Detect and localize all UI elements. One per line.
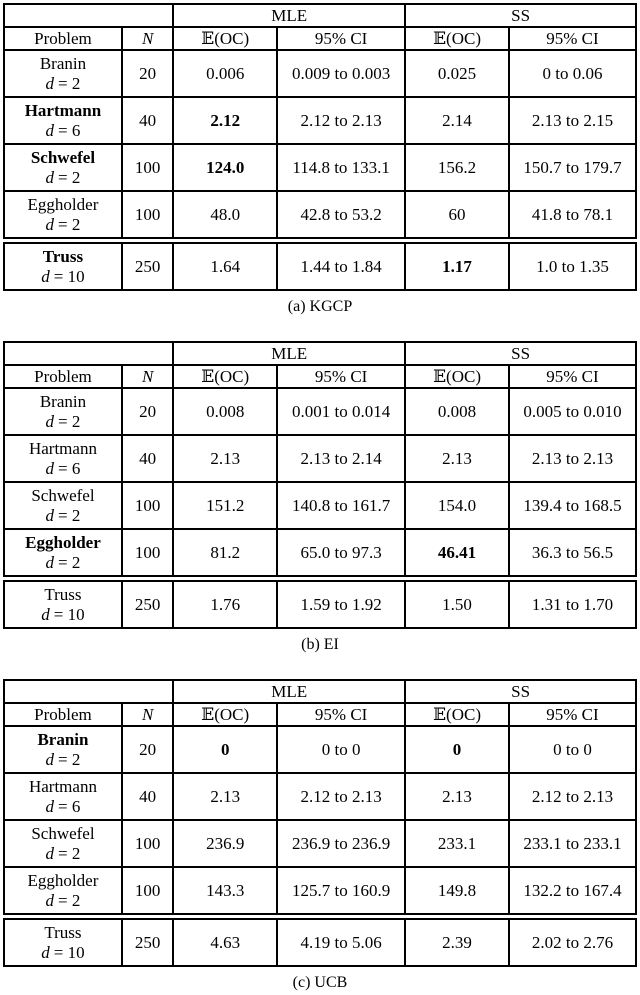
n-value: 100: [122, 529, 173, 579]
problem-name: Branin: [39, 54, 87, 73]
ss-ci-value: 2.13 to 2.13: [509, 435, 636, 482]
problem-cell: [4, 529, 122, 579]
mle-eoc-value: 2.12: [173, 97, 277, 144]
problem-cell: [4, 482, 122, 529]
col-header-ss-eoc: 𝔼(OC): [405, 703, 509, 726]
column-header-row: [4, 27, 636, 50]
ss-eoc-value: 156.2: [405, 144, 509, 191]
problem-dimension: d = 6: [45, 459, 81, 478]
ss-ci-value: 233.1 to 233.1: [509, 820, 636, 867]
mle-ci-value: 114.8 to 133.1: [277, 144, 405, 191]
n-value: 40: [122, 97, 173, 144]
mle-ci-value: 236.9 to 236.9: [277, 820, 405, 867]
col-header-n: N: [122, 365, 173, 388]
mle-ci-value: 42.8 to 53.2: [277, 191, 405, 241]
ss-eoc-value: 60: [405, 191, 509, 241]
mle-eoc-value: 151.2: [173, 482, 277, 529]
problem-cell: [4, 579, 122, 629]
col-header-ss-eoc: 𝔼(OC): [405, 365, 509, 388]
ss-eoc-value: 46.41: [405, 529, 509, 579]
n-value: 100: [122, 867, 173, 917]
problem-dimension: d = 2: [45, 844, 81, 863]
ss-ci-value: 0 to 0.06: [509, 50, 636, 97]
ss-ci-value: 132.2 to 167.4: [509, 867, 636, 917]
problem-dimension: d = 2: [45, 74, 81, 93]
mle-eoc-value: 1.76: [173, 579, 277, 629]
mle-ci-value: 0.009 to 0.003: [277, 50, 405, 97]
table-row: [4, 191, 636, 241]
problem-dimension: d = 2: [45, 506, 81, 525]
table-row: [4, 820, 636, 867]
problem-name: Eggholder: [27, 195, 99, 214]
results-table-ei: [3, 341, 637, 629]
col-group-mle: MLE: [173, 680, 405, 703]
corner-cell: [4, 680, 173, 703]
col-header-ss-ci: 95% CI: [509, 703, 636, 726]
mle-eoc-value: 4.63: [173, 917, 277, 967]
mle-ci-value: 140.8 to 161.7: [277, 482, 405, 529]
col-header-ss-ci: 95% CI: [509, 365, 636, 388]
ss-eoc-value: 149.8: [405, 867, 509, 917]
group-header-row: [4, 680, 636, 703]
problem-name: Truss: [42, 247, 84, 266]
col-header-problem: Problem: [4, 27, 122, 50]
group-header-row: [4, 342, 636, 365]
problem-name: Schwefel: [31, 824, 95, 843]
problem-dimension: d = 6: [45, 797, 81, 816]
n-value: 40: [122, 773, 173, 820]
n-value: 100: [122, 191, 173, 241]
ss-eoc-value: 1.17: [405, 241, 509, 291]
n-value: 250: [122, 241, 173, 291]
problem-cell: [4, 388, 122, 435]
problem-dimension: d = 2: [45, 750, 81, 769]
mle-eoc-value: 0: [173, 726, 277, 773]
group-header-row: [4, 4, 636, 27]
col-header-problem: Problem: [4, 703, 122, 726]
results-table-ucb: [3, 679, 637, 967]
n-value: 100: [122, 820, 173, 867]
mle-ci-value: 1.59 to 1.92: [277, 579, 405, 629]
ss-eoc-value: 2.14: [405, 97, 509, 144]
ss-ci-value: 36.3 to 56.5: [509, 529, 636, 579]
column-header-row: [4, 365, 636, 388]
problem-dimension: d = 10: [41, 943, 85, 962]
table-row: [4, 529, 636, 579]
problem-dimension: d = 2: [45, 215, 81, 234]
n-value: 20: [122, 388, 173, 435]
n-value: 40: [122, 435, 173, 482]
ss-ci-value: 150.7 to 179.7: [509, 144, 636, 191]
ss-eoc-value: 233.1: [405, 820, 509, 867]
mle-eoc-value: 124.0: [173, 144, 277, 191]
problem-cell: [4, 773, 122, 820]
corner-cell: [4, 342, 173, 365]
table-row: [4, 388, 636, 435]
column-header-row: [4, 703, 636, 726]
problem-cell: [4, 820, 122, 867]
col-group-mle: MLE: [173, 4, 405, 27]
problem-name: Branin: [37, 730, 89, 749]
problem-cell: [4, 726, 122, 773]
col-group-ss: SS: [405, 342, 636, 365]
ss-ci-value: 0.005 to 0.010: [509, 388, 636, 435]
mle-eoc-value: 1.64: [173, 241, 277, 291]
mle-eoc-value: 2.13: [173, 435, 277, 482]
ss-ci-value: 2.02 to 2.76: [509, 917, 636, 967]
col-group-mle: MLE: [173, 342, 405, 365]
n-value: 250: [122, 917, 173, 967]
mle-ci-value: 1.44 to 1.84: [277, 241, 405, 291]
problem-cell: [4, 867, 122, 917]
mle-eoc-value: 143.3: [173, 867, 277, 917]
mle-eoc-value: 2.13: [173, 773, 277, 820]
table-block-ei: [3, 341, 640, 654]
problem-name: Schwefel: [31, 486, 95, 505]
problem-cell: [4, 144, 122, 191]
problem-cell: [4, 50, 122, 97]
problem-name: Hartmann: [28, 777, 97, 796]
col-header-mle-ci: 95% CI: [277, 365, 405, 388]
table-row: [4, 482, 636, 529]
table-row: [4, 241, 636, 291]
problem-name: Truss: [44, 585, 82, 604]
mle-eoc-value: 0.006: [173, 50, 277, 97]
ss-ci-value: 2.12 to 2.13: [509, 773, 636, 820]
col-header-mle-ci: 95% CI: [277, 703, 405, 726]
problem-cell: [4, 435, 122, 482]
table-caption-kgcp: (a) KGCP: [287, 298, 353, 315]
problem-name: Schwefel: [30, 148, 96, 167]
problem-name: Hartmann: [28, 439, 97, 458]
n-value: 250: [122, 579, 173, 629]
col-header-ss-eoc: 𝔼(OC): [405, 27, 509, 50]
problem-dimension: d = 2: [45, 891, 81, 910]
mle-eoc-value: 0.008: [173, 388, 277, 435]
ss-eoc-value: 2.13: [405, 435, 509, 482]
mle-eoc-value: 236.9: [173, 820, 277, 867]
col-group-ss: SS: [405, 4, 636, 27]
mle-ci-value: 2.12 to 2.13: [277, 97, 405, 144]
table-row: [4, 579, 636, 629]
table-block-ucb: [3, 679, 640, 992]
n-value: 100: [122, 482, 173, 529]
ss-eoc-value: 0.025: [405, 50, 509, 97]
ss-ci-value: 1.0 to 1.35: [509, 241, 636, 291]
col-header-ss-ci: 95% CI: [509, 27, 636, 50]
col-header-n: N: [122, 703, 173, 726]
problem-cell: [4, 191, 122, 241]
ss-eoc-value: 154.0: [405, 482, 509, 529]
problem-name: Branin: [39, 392, 87, 411]
ss-eoc-value: 0: [405, 726, 509, 773]
problem-dimension: d = 2: [45, 553, 81, 572]
table-row: [4, 50, 636, 97]
problem-dimension: d = 10: [41, 605, 85, 624]
ss-ci-value: 1.31 to 1.70: [509, 579, 636, 629]
mle-ci-value: 4.19 to 5.06: [277, 917, 405, 967]
table-row: [4, 435, 636, 482]
n-value: 20: [122, 726, 173, 773]
ss-ci-value: 2.13 to 2.15: [509, 97, 636, 144]
problem-cell: [4, 917, 122, 967]
mle-ci-value: 2.12 to 2.13: [277, 773, 405, 820]
problem-dimension: d = 10: [41, 267, 85, 286]
problem-name: Eggholder: [27, 871, 99, 890]
problem-dimension: d = 6: [45, 121, 81, 140]
mle-eoc-value: 48.0: [173, 191, 277, 241]
mle-ci-value: 0.001 to 0.014: [277, 388, 405, 435]
mle-ci-value: 0 to 0: [277, 726, 405, 773]
table-row: [4, 773, 636, 820]
problem-dimension: d = 2: [45, 168, 81, 187]
ss-eoc-value: 2.39: [405, 917, 509, 967]
mle-ci-value: 125.7 to 160.9: [277, 867, 405, 917]
table-row: [4, 867, 636, 917]
n-value: 100: [122, 144, 173, 191]
mle-ci-value: 2.13 to 2.14: [277, 435, 405, 482]
ss-eoc-value: 2.13: [405, 773, 509, 820]
col-header-mle-eoc: 𝔼(OC): [173, 27, 277, 50]
table-row: [4, 917, 636, 967]
n-value: 20: [122, 50, 173, 97]
problem-cell: [4, 97, 122, 144]
col-header-mle-eoc: 𝔼(OC): [173, 703, 277, 726]
col-header-mle-eoc: 𝔼(OC): [173, 365, 277, 388]
table-block-kgcp: [3, 3, 640, 316]
problem-dimension: d = 2: [45, 412, 81, 431]
ss-eoc-value: 1.50: [405, 579, 509, 629]
table-row: [4, 726, 636, 773]
mle-ci-value: 65.0 to 97.3: [277, 529, 405, 579]
col-header-problem: Problem: [4, 365, 122, 388]
ss-eoc-value: 0.008: [405, 388, 509, 435]
table-row: [4, 97, 636, 144]
table-caption-ucb: (c) UCB: [292, 974, 348, 991]
col-group-ss: SS: [405, 680, 636, 703]
problem-name: Truss: [44, 923, 82, 942]
problem-name: Hartmann: [24, 101, 102, 120]
problem-name: Eggholder: [25, 533, 101, 552]
table-row: [4, 144, 636, 191]
results-table-kgcp: [3, 3, 637, 291]
col-header-mle-ci: 95% CI: [277, 27, 405, 50]
problem-cell: [4, 241, 122, 291]
table-caption-ei: (b) EI: [301, 636, 339, 653]
ss-ci-value: 0 to 0: [509, 726, 636, 773]
corner-cell: [4, 4, 173, 27]
ss-ci-value: 41.8 to 78.1: [509, 191, 636, 241]
col-header-n: N: [122, 27, 173, 50]
mle-eoc-value: 81.2: [173, 529, 277, 579]
ss-ci-value: 139.4 to 168.5: [509, 482, 636, 529]
